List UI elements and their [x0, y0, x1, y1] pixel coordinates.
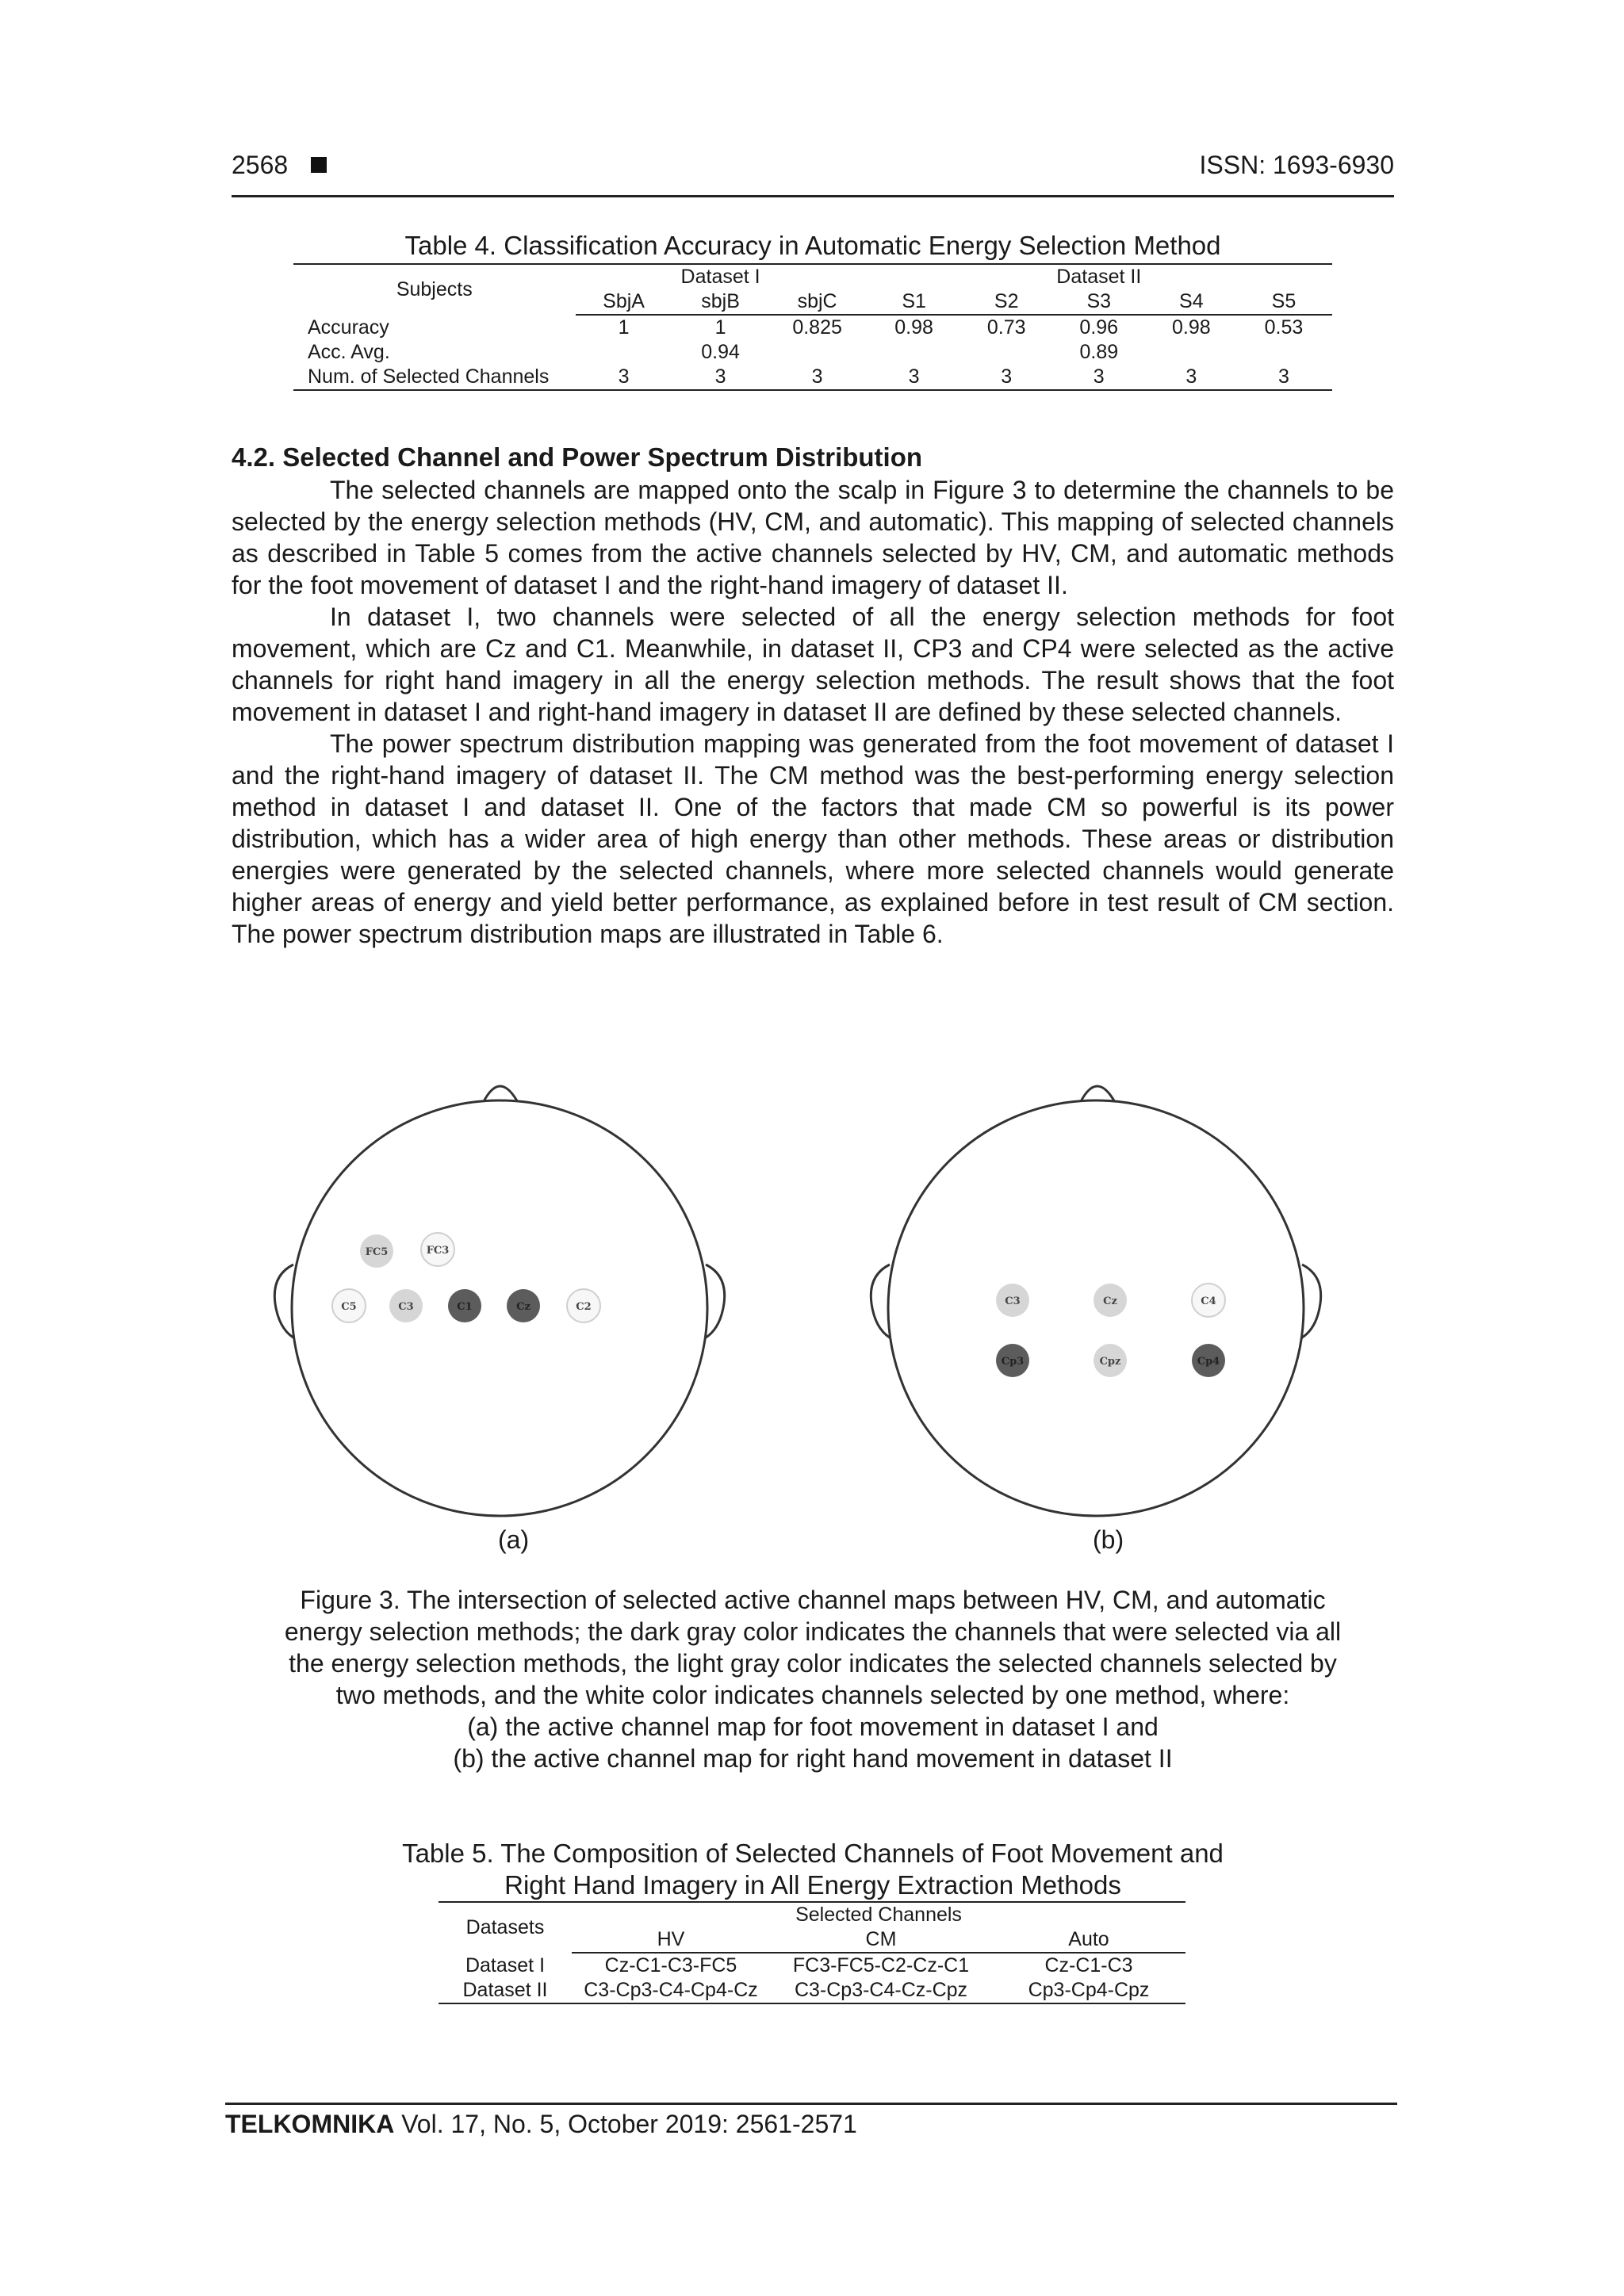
table-row: [293, 340, 1332, 365]
caption-line: Right Hand Imagery in All Energy Extraction Methods: [504, 1870, 1121, 1900]
table4-col-header: sbjC: [769, 289, 866, 315]
section-body: [232, 474, 1394, 950]
channel-label-b-cp4: Cp4: [1197, 1356, 1220, 1368]
table4-caption: Table 4. Classification Accuracy in Automatic Energy Selection Method: [404, 231, 1221, 260]
page-header: [232, 151, 1394, 197]
channel-label-a-fc3: FC3: [426, 1245, 450, 1257]
subfigure-label-a: (a): [498, 1525, 530, 1554]
paragraph: The power spectrum distribution mapping was generated from the foot movement of dataset I and the right-hand imagery of dataset II. The CM method was the best-performing energy selection method in dataset I and dataset II. One of the factors that made CM so powerful is its power distribution, which has a wider area of high energy than other methods. These areas or distribution energies were generated by the selected channels, where more selected channels would generate higher areas of energy and yield better performance, as explained before in test result of CM section. The power spectrum distribution maps are illustrated in Table 6.: [232, 729, 1394, 948]
table-cell: FC3-FC5-C2-Cz-C1: [792, 1954, 970, 1976]
row-label: Acc. Avg.: [308, 341, 390, 363]
table4-col-header: sbjB: [672, 289, 769, 315]
table-cell: 3: [1051, 365, 1147, 390]
figure3-caption: [232, 1584, 1394, 1774]
table4-dataset2-header: Dataset II: [866, 264, 1332, 289]
table4-col-header: S4: [1147, 289, 1235, 315]
page-number: 2568: [232, 151, 289, 179]
table-row: [439, 1953, 1185, 1978]
channel-label-b-cp3: Cp3: [1001, 1356, 1025, 1368]
table5-datasets-header: Datasets: [439, 1902, 572, 1953]
subfigure-label-b: (b): [1093, 1525, 1124, 1554]
table4-col-header: S5: [1235, 289, 1332, 315]
header-square-icon: [311, 157, 327, 173]
table-cell: 3: [963, 365, 1051, 390]
caption-line: energy selection methods; the dark gray color indicates the channels that were selected via all: [284, 1617, 1342, 1646]
channel-label-b-c3: C3: [1005, 1295, 1021, 1307]
table4-col-header: S3: [1051, 289, 1147, 315]
table-cell: 0.53: [1264, 316, 1304, 339]
table-cell: Cp3-Cp4-Cpz: [992, 1978, 1185, 2003]
table-cell: 0.96: [1079, 316, 1119, 339]
figure3: [270, 1062, 1364, 1554]
section-title: 4.2. Selected Channel and Power Spectrum Distribution: [232, 442, 923, 472]
caption-line: the energy selection methods, the light gray color indicates the selected channels selected by: [289, 1649, 1337, 1678]
table5-col-header: Auto: [992, 1927, 1185, 1953]
paragraph: In dataset I, two channels were selected of all the energy selection methods for foot movement, which are Cz and C1. Meanwhile, in dataset II, CP3 and CP4 were selected as the active channels for right hand imagery in all the energy selection methods. The result shows that the foot movement in dataset I and right-hand imagery in dataset II are defined by these selected channels.: [232, 603, 1394, 726]
citation: Vol. 17, No. 5, October 2019: 2561-2571: [401, 2110, 857, 2138]
table-cell: 0.98: [894, 316, 933, 339]
channel-label-a-c1: C1: [457, 1301, 473, 1313]
table-cell: C3-Cp3-C4-Cz-Cpz: [770, 1978, 992, 2003]
table-cell: 1: [618, 316, 630, 339]
table4-col-header: S1: [866, 289, 963, 315]
table4-col-header: S2: [963, 289, 1051, 315]
channel-label-b-cz: Cz: [1103, 1295, 1117, 1307]
journal-name: TELKOMNIKA: [225, 2110, 395, 2138]
channel-label-a-fc5: FC5: [365, 1246, 389, 1258]
head-b: [871, 1086, 1320, 1516]
table-cell: 3: [1235, 365, 1332, 390]
table5-header-row-1: [439, 1902, 1185, 1927]
table4-subjects-header: Subjects: [293, 264, 576, 315]
table-row: [439, 1978, 1185, 2003]
page-footer: [225, 2103, 1397, 2139]
channel-label-a-cz: Cz: [516, 1301, 530, 1313]
table-cell: 1: [714, 316, 726, 339]
table-cell: 0.94: [701, 341, 740, 363]
caption-line: Figure 3. The intersection of selected active channel maps between HV, CM, and automatic: [300, 1586, 1326, 1614]
channel-label-b-cpz: Cpz: [1099, 1356, 1121, 1368]
table-cell: C3-Cp3-C4-Cp4-Cz: [572, 1978, 770, 2003]
row-label: Num. of Selected Channels: [293, 365, 576, 390]
table4-header-row-1: [293, 264, 1332, 289]
channel-label-b-c4: C4: [1201, 1295, 1216, 1307]
table-cell: 0.825: [792, 316, 842, 339]
table-cell: 3: [769, 365, 866, 390]
row-label: Dataset II: [439, 1978, 572, 2003]
head-a: [274, 1086, 724, 1516]
caption-line: Table 5. The Composition of Selected Channels of Foot Movement and: [402, 1839, 1224, 1868]
caption-line: (a) the active channel map for foot movement in dataset I and: [467, 1712, 1159, 1741]
table5-col-header: HV: [572, 1927, 770, 1953]
table4-col-header: SbjA: [576, 289, 672, 315]
table-cell: 0.73: [986, 316, 1026, 339]
caption-line: (b) the active channel map for right hand movement in dataset II: [453, 1744, 1173, 1773]
table5: [439, 1901, 1185, 2004]
table5-col-header: CM: [770, 1927, 992, 1953]
table-cell: Cz-C1-C3-FC5: [604, 1954, 737, 1976]
table-cell: Cz-C1-C3: [1044, 1954, 1133, 1976]
table-cell: 3: [866, 365, 963, 390]
issn: ISSN: 1693-6930: [1199, 151, 1394, 179]
channel-label-a-c5: C5: [341, 1301, 357, 1313]
paragraph: The selected channels are mapped onto the scalp in Figure 3 to determine the channels to be selected by the energy selection methods (HV, CM, and automatic). This mapping of selected channels as described in Table 5 comes from the active channels selected by HV, CM, and automatic methods for the foot movement of dataset I and the right-hand imagery of dataset II.: [232, 476, 1394, 599]
table-cell: 3: [672, 365, 769, 390]
row-label: Accuracy: [308, 316, 389, 339]
table4: [293, 263, 1332, 391]
channel-label-a-c3: C3: [398, 1301, 414, 1313]
table-cell: 0.89: [1079, 341, 1119, 363]
channel-label-a-c2: C2: [576, 1301, 592, 1313]
table5-selected-header: Selected Channels: [572, 1902, 1185, 1927]
row-label: Dataset I: [465, 1954, 546, 1976]
table-cell: 3: [576, 365, 672, 390]
table-row: [293, 315, 1332, 340]
table-cell: 3: [1147, 365, 1235, 390]
table4-dataset1-header: Dataset I: [576, 264, 866, 289]
table5-caption: [232, 1838, 1394, 1901]
caption-line: two methods, and the white color indicates channels selected by one method, where:: [335, 1681, 1290, 1709]
table-cell: 0.98: [1171, 316, 1211, 339]
table-row: [293, 365, 1332, 390]
